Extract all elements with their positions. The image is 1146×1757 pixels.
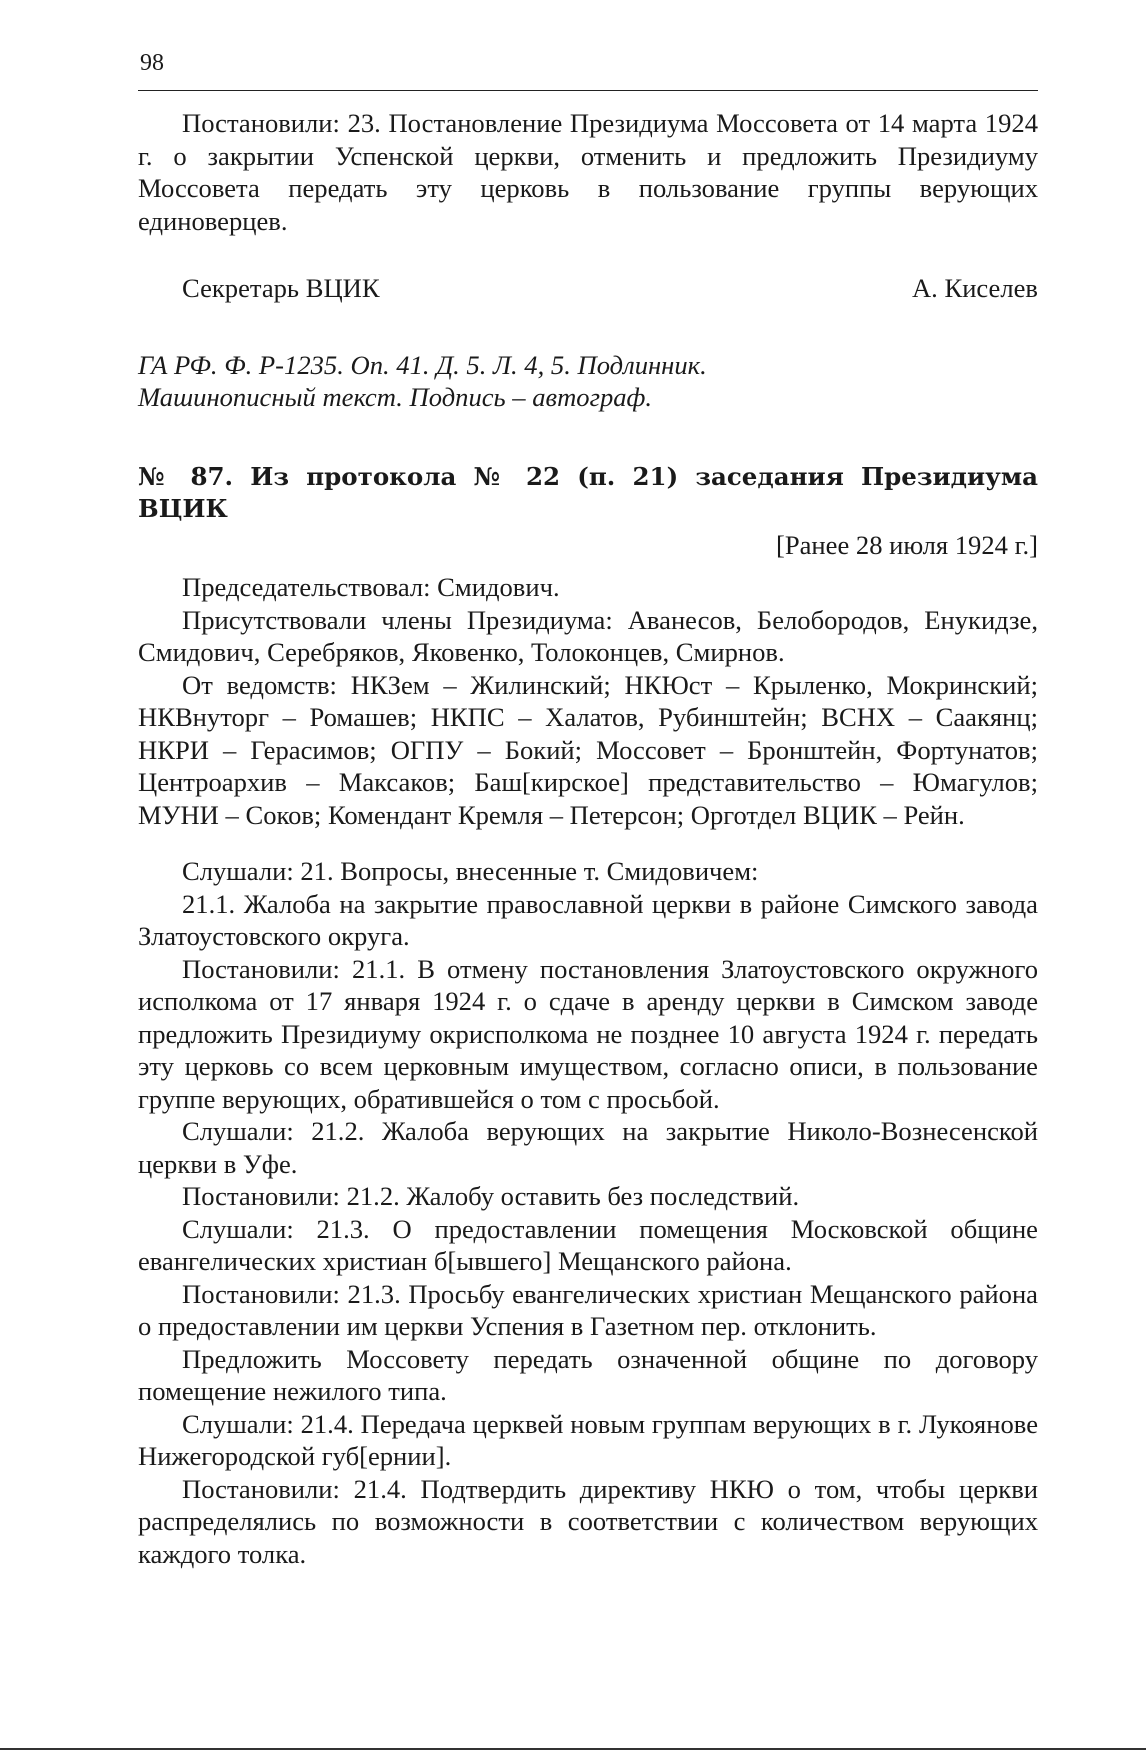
page-number: 98 bbox=[140, 50, 164, 76]
item-resolved-21-1: Постановили: 21.1. В отмену постановления Златоустовского окружного исполкома от 17 января 1924 г. о сдаче в аренду церкви в Симском заводе предложить Президиуму окрисполкома не позднее 10 августа 1924 г. передать эту церковь со всем церковным имуществом, согласно описи, в пользование группе верующих, обратившейся о том с просьбой. bbox=[138, 953, 1038, 1114]
archive-line-1: ГА РФ. Ф. Р-1235. Оп. 41. Д. 5. Л. 4, 5. Подлинник. bbox=[138, 349, 707, 380]
previous-resolution: Постановили: 23. Постановление Президиума Моссовета от 14 марта 1924 г. о закрытии Успенской церкви, отменить и предложить Президиуму Моссовета передать эту церковь в пользование группы верующих единоверцев. bbox=[138, 108, 1038, 236]
item-heard-21: Слушали: 21. Вопросы, внесенные т. Смидовичем: bbox=[182, 856, 759, 886]
archive-reference bbox=[138, 349, 1038, 413]
item-heard-21-2: Слушали: 21.2. Жалоба верующих на закрытие Николо-Вознесенской церкви в Уфе. bbox=[138, 1116, 1038, 1179]
signature-role: Секретарь ВЦИК bbox=[182, 273, 380, 303]
members-paragraph: Присутствовали члены Президиума: Аванесов, Белобородов, Енукидзе, Смидович, Серебряков, Яковенко, Толоконцев, Смирнов. bbox=[138, 604, 1038, 667]
bottom-border bbox=[0, 1748, 1146, 1750]
document-page bbox=[138, 0, 1038, 1570]
archive-line-2: Машинописный текст. Подпись – автограф. bbox=[138, 381, 653, 412]
document-date: [Ранее 28 июля 1924 г.] bbox=[775, 529, 1038, 560]
page-body bbox=[138, 107, 1038, 1570]
departments-paragraph: От ведомств: НКЗем – Жилинский; НКЮст – Крыленко, Мокринский; НКВнуторг – Ромашев; НКПС – Халатов, Рубинштейн; ВСНХ – Саакянц; НКРИ – Герасимов; ОГПУ – Бокий; Моссовет – Бронштейн, Фортунатов; Центроархив – Максаков; Баш[кирское] представительство – Юмагулов; МУНИ – Соков; Комендант Кремля – Петерсон; Орготдел ВЦИК – Рейн. bbox=[138, 669, 1038, 830]
signature-name: А. Киселев bbox=[911, 273, 1038, 303]
item-heard-21-4: Слушали: 21.4. Передача церквей новым группам верующих в г. Лукоянове Нижегородской губ[ернии]. bbox=[138, 1408, 1038, 1471]
item-resolved-21-3: Постановили: 21.3. Просьбу евангелических христиан Мещанского района о предоставлении им церкви Успения в Газетном пер. отклонить. bbox=[138, 1278, 1038, 1341]
signature-block bbox=[138, 272, 1038, 305]
item-resolved-21-4: Постановили: 21.4. Подтвердить директиву НКЮ о том, чтобы церкви распределялись по возможности в соответствии с количеством верующих каждого толка. bbox=[138, 1473, 1038, 1569]
document-title: № 87. Из протокола № 22 (п. 21) заседания Президиума ВЦИК bbox=[138, 461, 1038, 523]
chair-line: Председательствовал: Смидович. bbox=[182, 572, 560, 602]
item-proposal-21-3: Предложить Моссовету передать означенной общине по договору помещение нежилого типа. bbox=[138, 1343, 1038, 1406]
item-21-1: 21.1. Жалоба на закрытие православной церкви в районе Симского завода Златоустовского округа. bbox=[138, 888, 1038, 951]
item-resolved-21-2: Постановили: 21.2. Жалобу оставить без последствий. bbox=[182, 1181, 800, 1211]
item-heard-21-3: Слушали: 21.3. О предоставлении помещения Московской общине евангелических христиан б[ывшего] Мещанского района. bbox=[138, 1213, 1038, 1276]
page-header bbox=[138, 0, 1038, 91]
